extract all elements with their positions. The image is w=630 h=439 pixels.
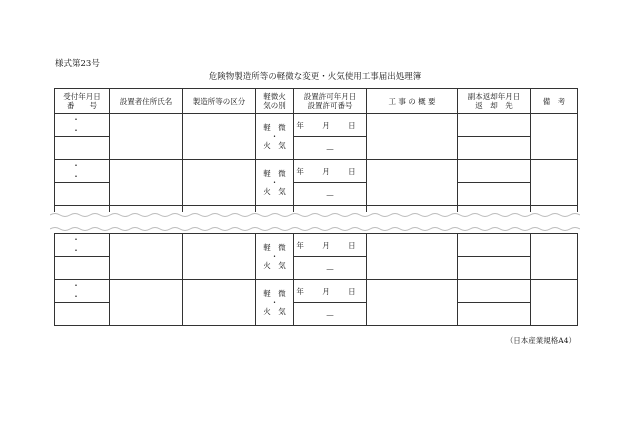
permit-date-cell: 年 月 日 <box>294 114 367 137</box>
permit-number-cell: — <box>294 303 367 326</box>
return-to-cell <box>458 303 531 326</box>
remarks-cell <box>531 114 578 160</box>
header-facility-type: 製造所等の区分 <box>183 89 256 114</box>
work-summary-cell <box>367 280 458 326</box>
owner-cell <box>110 234 183 280</box>
return-to-cell <box>458 257 531 280</box>
permit-date-cell: 年 月 日 <box>294 280 367 303</box>
return-date-cell <box>458 114 531 137</box>
return-date-cell <box>458 160 531 183</box>
register-table-upper <box>54 88 578 214</box>
owner-cell <box>110 114 183 160</box>
return-date-cell <box>458 234 531 257</box>
received-date-cell: ・ ・ <box>55 160 110 183</box>
return-to-cell <box>458 183 531 206</box>
header-work-summary: 工 事 の 概 要 <box>367 89 458 114</box>
change-type-cell: 軽 微 ・ 火 気 <box>256 280 294 326</box>
permit-number-cell: — <box>294 183 367 206</box>
work-summary-cell <box>367 160 458 206</box>
permit-number-cell: — <box>294 137 367 160</box>
header-row <box>55 89 578 114</box>
header-received-date: 受付年月日 番 号 <box>55 89 110 114</box>
received-number-cell <box>55 257 110 280</box>
page-break-tear <box>50 212 580 232</box>
facility-type-cell <box>183 160 256 206</box>
remarks-cell <box>531 280 578 326</box>
header-permit: 設置許可年月日 設置許可番号 <box>294 89 367 114</box>
change-type-cell: 軽 微 ・ 火 気 <box>256 160 294 206</box>
remarks-cell <box>531 160 578 206</box>
received-number-cell <box>55 183 110 206</box>
received-date-cell: ・ ・ <box>55 114 110 137</box>
header-remarks: 備 考 <box>531 89 578 114</box>
received-number-cell <box>55 137 110 160</box>
owner-cell <box>110 280 183 326</box>
header-return: 副本返却年月日 返 却 先 <box>458 89 531 114</box>
owner-cell <box>110 160 183 206</box>
header-change-type: 軽微火 気の別 <box>256 89 294 114</box>
table-row <box>55 234 578 257</box>
return-to-cell <box>458 137 531 160</box>
change-type-cell: 軽 微 ・ 火 気 <box>256 234 294 280</box>
header-owner: 設置者住所氏名 <box>110 89 183 114</box>
permit-date-cell: 年 月 日 <box>294 234 367 257</box>
received-number-cell <box>55 303 110 326</box>
received-date-cell: ・ ・ <box>55 280 110 303</box>
work-summary-cell <box>367 234 458 280</box>
register-table-lower <box>54 233 578 326</box>
table-row <box>55 280 578 303</box>
received-date-cell: ・ ・ <box>55 234 110 257</box>
change-type-cell: 軽 微 ・ 火 気 <box>256 114 294 160</box>
remarks-cell <box>531 234 578 280</box>
facility-type-cell <box>183 114 256 160</box>
work-summary-cell <box>367 114 458 160</box>
table-row <box>55 160 578 183</box>
facility-type-cell <box>183 234 256 280</box>
permit-date-cell: 年 月 日 <box>294 160 367 183</box>
footer-note: （日本産業規格A4） <box>505 336 576 345</box>
form-number: 様式第23号 <box>55 59 100 69</box>
return-date-cell <box>458 280 531 303</box>
table-row <box>55 114 578 137</box>
permit-number-cell: — <box>294 257 367 280</box>
facility-type-cell <box>183 280 256 326</box>
page-title: 危険物製造所等の軽微な変更・火気使用工事届出処理簿 <box>208 72 422 82</box>
